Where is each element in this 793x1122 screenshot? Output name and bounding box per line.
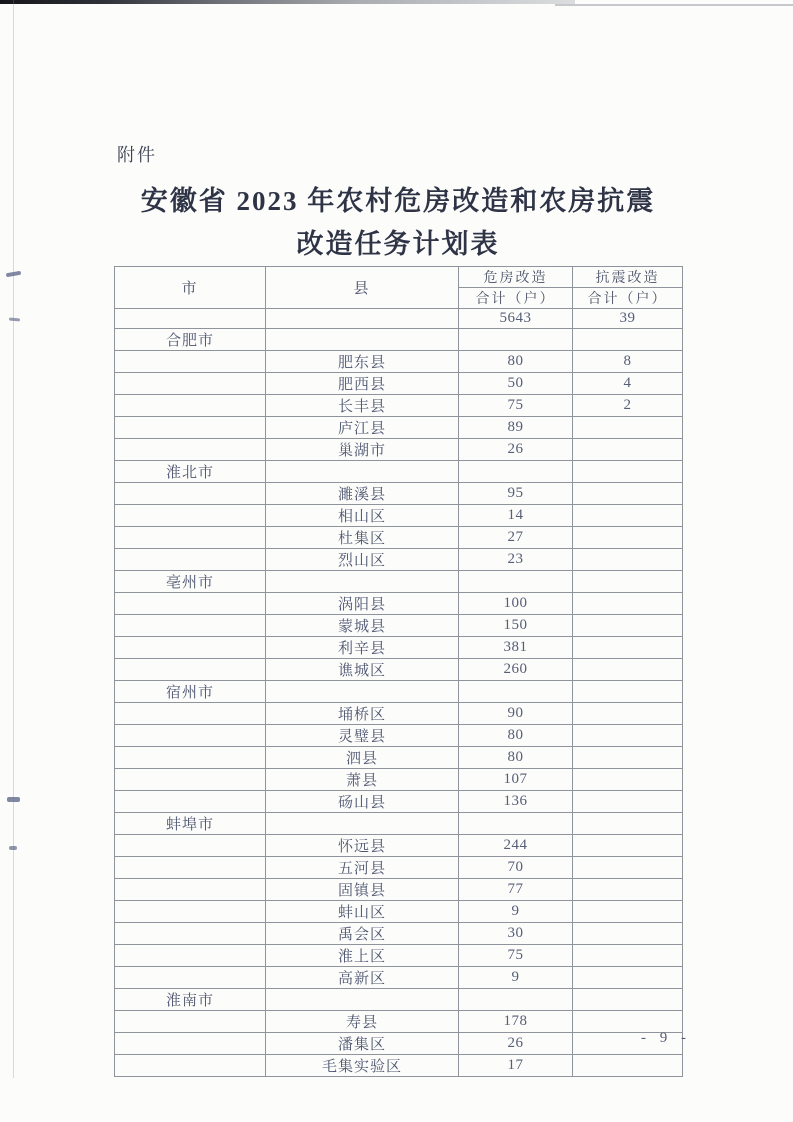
table-row	[115, 923, 683, 945]
table-cell-city	[115, 879, 266, 901]
header-cell-danger-total: 合计（户）	[459, 288, 573, 309]
table-cell-city	[115, 309, 266, 329]
table-row	[115, 571, 683, 593]
table-body	[115, 309, 683, 1077]
table-cell-city	[115, 637, 266, 659]
table-header-row-1	[115, 267, 683, 288]
table-cell-danger: 5643	[459, 309, 573, 329]
table-cell-danger: 381	[459, 637, 573, 659]
table-cell-city	[115, 395, 266, 417]
table-cell-danger: 26	[459, 1033, 573, 1055]
table-row	[115, 329, 683, 351]
table-row	[115, 351, 683, 373]
scan-artifact-left-edge	[13, 0, 14, 1078]
table-cell-danger: 150	[459, 615, 573, 637]
table-cell-danger: 30	[459, 923, 573, 945]
table-cell-city: 合肥市	[115, 329, 266, 351]
table-cell-seismic	[573, 549, 683, 571]
table-cell-city	[115, 703, 266, 725]
table-row	[115, 747, 683, 769]
table-cell-danger	[459, 461, 573, 483]
table-cell-city	[115, 505, 266, 527]
table-cell-danger	[459, 571, 573, 593]
table-cell-seismic	[573, 813, 683, 835]
table-cell-seismic	[573, 637, 683, 659]
table-cell-city	[115, 967, 266, 989]
table-cell-county: 利辛县	[266, 637, 459, 659]
table-cell-danger: 75	[459, 395, 573, 417]
attachment-label: 附件	[117, 145, 157, 165]
table-cell-danger: 9	[459, 967, 573, 989]
table-cell-county	[266, 813, 459, 835]
table-row	[115, 791, 683, 813]
table-cell-county: 涡阳县	[266, 593, 459, 615]
table-row	[115, 461, 683, 483]
table-cell-county: 庐江县	[266, 417, 459, 439]
table-cell-county: 埇桥区	[266, 703, 459, 725]
table-cell-city	[115, 923, 266, 945]
table-cell-county: 烈山区	[266, 549, 459, 571]
table-cell-county: 砀山县	[266, 791, 459, 813]
table-cell-danger: 80	[459, 351, 573, 373]
header-cell-seismic-renovation: 抗震改造	[573, 267, 683, 288]
table-row	[115, 1055, 683, 1077]
table-cell-seismic	[573, 483, 683, 505]
table-cell-danger: 80	[459, 725, 573, 747]
document-title-line-1: 安徽省 2023 年农村危房改造和农房抗震	[140, 186, 656, 216]
table-row	[115, 373, 683, 395]
table-row	[115, 681, 683, 703]
table-cell-county: 肥东县	[266, 351, 459, 373]
table-row	[115, 725, 683, 747]
table-row	[115, 615, 683, 637]
table-cell-seismic	[573, 659, 683, 681]
table-cell-city	[115, 857, 266, 879]
scan-artifact-top-edge	[0, 0, 575, 4]
table-cell-seismic	[573, 417, 683, 439]
table-cell-city	[115, 747, 266, 769]
table-cell-seismic	[573, 923, 683, 945]
table-cell-city	[115, 483, 266, 505]
table-row	[115, 527, 683, 549]
table-cell-city	[115, 439, 266, 461]
table-cell-danger	[459, 989, 573, 1011]
table-cell-danger	[459, 813, 573, 835]
header-cell-danger-renovation: 危房改造	[459, 267, 573, 288]
table-cell-seismic: 4	[573, 373, 683, 395]
table-cell-city	[115, 351, 266, 373]
table-cell-city	[115, 1011, 266, 1033]
table-cell-city	[115, 593, 266, 615]
table-cell-seismic	[573, 791, 683, 813]
table-cell-county: 巢湖市	[266, 439, 459, 461]
table-row	[115, 395, 683, 417]
table-row	[115, 857, 683, 879]
table-cell-danger	[459, 329, 573, 351]
table-cell-seismic	[573, 329, 683, 351]
table-cell-city	[115, 373, 266, 395]
table-cell-county	[266, 989, 459, 1011]
table-cell-seismic	[573, 879, 683, 901]
table-cell-city: 亳州市	[115, 571, 266, 593]
scan-artifact-top-edge-right	[555, 4, 793, 6]
table-cell-seismic	[573, 725, 683, 747]
table-cell-danger: 80	[459, 747, 573, 769]
table-cell-county: 固镇县	[266, 879, 459, 901]
table-cell-city	[115, 417, 266, 439]
table-cell-county: 蒙城县	[266, 615, 459, 637]
table-cell-seismic	[573, 769, 683, 791]
table-cell-county	[266, 309, 459, 329]
table-cell-county: 谯城区	[266, 659, 459, 681]
table-cell-seismic	[573, 615, 683, 637]
table-cell-county: 相山区	[266, 505, 459, 527]
table-cell-county: 毛集实验区	[266, 1055, 459, 1077]
table-cell-county: 萧县	[266, 769, 459, 791]
table-cell-county: 肥西县	[266, 373, 459, 395]
renovation-plan-table	[114, 266, 683, 1077]
table-cell-county: 泗县	[266, 747, 459, 769]
table-cell-city	[115, 549, 266, 571]
table-cell-danger: 70	[459, 857, 573, 879]
table-cell-danger: 77	[459, 879, 573, 901]
table-cell-danger: 17	[459, 1055, 573, 1077]
table-cell-seismic	[573, 989, 683, 1011]
table-row	[115, 309, 683, 329]
table-cell-county: 杜集区	[266, 527, 459, 549]
table-cell-county	[266, 329, 459, 351]
document-title	[80, 180, 716, 266]
table-cell-city	[115, 901, 266, 923]
table-cell-danger: 107	[459, 769, 573, 791]
table-row	[115, 901, 683, 923]
table-cell-city	[115, 835, 266, 857]
table-cell-county: 长丰县	[266, 395, 459, 417]
table-cell-danger: 9	[459, 901, 573, 923]
table-row	[115, 835, 683, 857]
document-title-line-2: 改造任务计划表	[296, 229, 500, 259]
table-cell-seismic	[573, 439, 683, 461]
table-cell-danger: 26	[459, 439, 573, 461]
table-cell-seismic	[573, 505, 683, 527]
table-cell-danger: 23	[459, 549, 573, 571]
table-cell-danger: 14	[459, 505, 573, 527]
table-cell-county	[266, 571, 459, 593]
table-row	[115, 879, 683, 901]
table-cell-seismic	[573, 901, 683, 923]
table-cell-seismic	[573, 967, 683, 989]
table-cell-city	[115, 527, 266, 549]
table-cell-city	[115, 1033, 266, 1055]
table-header	[115, 267, 683, 309]
table-row	[115, 659, 683, 681]
table-cell-county	[266, 461, 459, 483]
table-cell-danger: 100	[459, 593, 573, 615]
header-cell-seismic-total: 合计（户）	[573, 288, 683, 309]
table-row	[115, 703, 683, 725]
table-cell-seismic	[573, 1055, 683, 1077]
table-cell-seismic	[573, 747, 683, 769]
table-cell-seismic	[573, 945, 683, 967]
table-cell-seismic: 39	[573, 309, 683, 329]
table-cell-danger: 260	[459, 659, 573, 681]
table-cell-city: 蚌埠市	[115, 813, 266, 835]
table-cell-county: 五河县	[266, 857, 459, 879]
table-cell-danger: 75	[459, 945, 573, 967]
page-number: - 9 -	[641, 1030, 691, 1046]
table-cell-city	[115, 725, 266, 747]
table-cell-seismic	[573, 527, 683, 549]
header-cell-county: 县	[266, 267, 459, 309]
table-cell-danger: 95	[459, 483, 573, 505]
table-row	[115, 1011, 683, 1033]
table-cell-county: 寿县	[266, 1011, 459, 1033]
table-cell-county: 高新区	[266, 967, 459, 989]
table-cell-danger: 27	[459, 527, 573, 549]
table-row	[115, 483, 683, 505]
header-cell-city: 市	[115, 267, 266, 309]
table-cell-city: 宿州市	[115, 681, 266, 703]
table-cell-city: 淮南市	[115, 989, 266, 1011]
table-cell-seismic: 8	[573, 351, 683, 373]
table-cell-seismic	[573, 593, 683, 615]
table-cell-seismic	[573, 461, 683, 483]
table-cell-seismic	[573, 857, 683, 879]
table-cell-county: 潘集区	[266, 1033, 459, 1055]
table-cell-danger: 50	[459, 373, 573, 395]
table-cell-county: 濉溪县	[266, 483, 459, 505]
table-cell-seismic: 2	[573, 395, 683, 417]
table-row	[115, 417, 683, 439]
table-cell-danger: 89	[459, 417, 573, 439]
table-row	[115, 505, 683, 527]
table-row	[115, 945, 683, 967]
table-cell-city	[115, 769, 266, 791]
table-cell-seismic	[573, 681, 683, 703]
table-cell-danger: 178	[459, 1011, 573, 1033]
scan-artifact-mark	[9, 846, 17, 850]
table-cell-city	[115, 1055, 266, 1077]
table-cell-county: 灵璧县	[266, 725, 459, 747]
table-row	[115, 989, 683, 1011]
table-cell-danger: 90	[459, 703, 573, 725]
scan-artifact-mark	[9, 318, 20, 322]
table-row	[115, 769, 683, 791]
table-row	[115, 637, 683, 659]
table-cell-seismic	[573, 571, 683, 593]
table-cell-seismic	[573, 703, 683, 725]
table-row	[115, 967, 683, 989]
table-cell-city: 淮北市	[115, 461, 266, 483]
table-row	[115, 593, 683, 615]
table-cell-seismic	[573, 835, 683, 857]
table-cell-county: 禹会区	[266, 923, 459, 945]
table-cell-city	[115, 659, 266, 681]
table-row	[115, 813, 683, 835]
table-cell-danger	[459, 681, 573, 703]
table-row	[115, 1033, 683, 1055]
table-cell-county: 蚌山区	[266, 901, 459, 923]
table-cell-danger: 136	[459, 791, 573, 813]
table-cell-county	[266, 681, 459, 703]
table-row	[115, 439, 683, 461]
table-cell-city	[115, 945, 266, 967]
table-row	[115, 549, 683, 571]
table-cell-danger: 244	[459, 835, 573, 857]
table-cell-city	[115, 615, 266, 637]
scan-artifact-mark	[7, 797, 20, 802]
table-cell-county: 淮上区	[266, 945, 459, 967]
table-cell-city	[115, 791, 266, 813]
table-cell-county: 怀远县	[266, 835, 459, 857]
